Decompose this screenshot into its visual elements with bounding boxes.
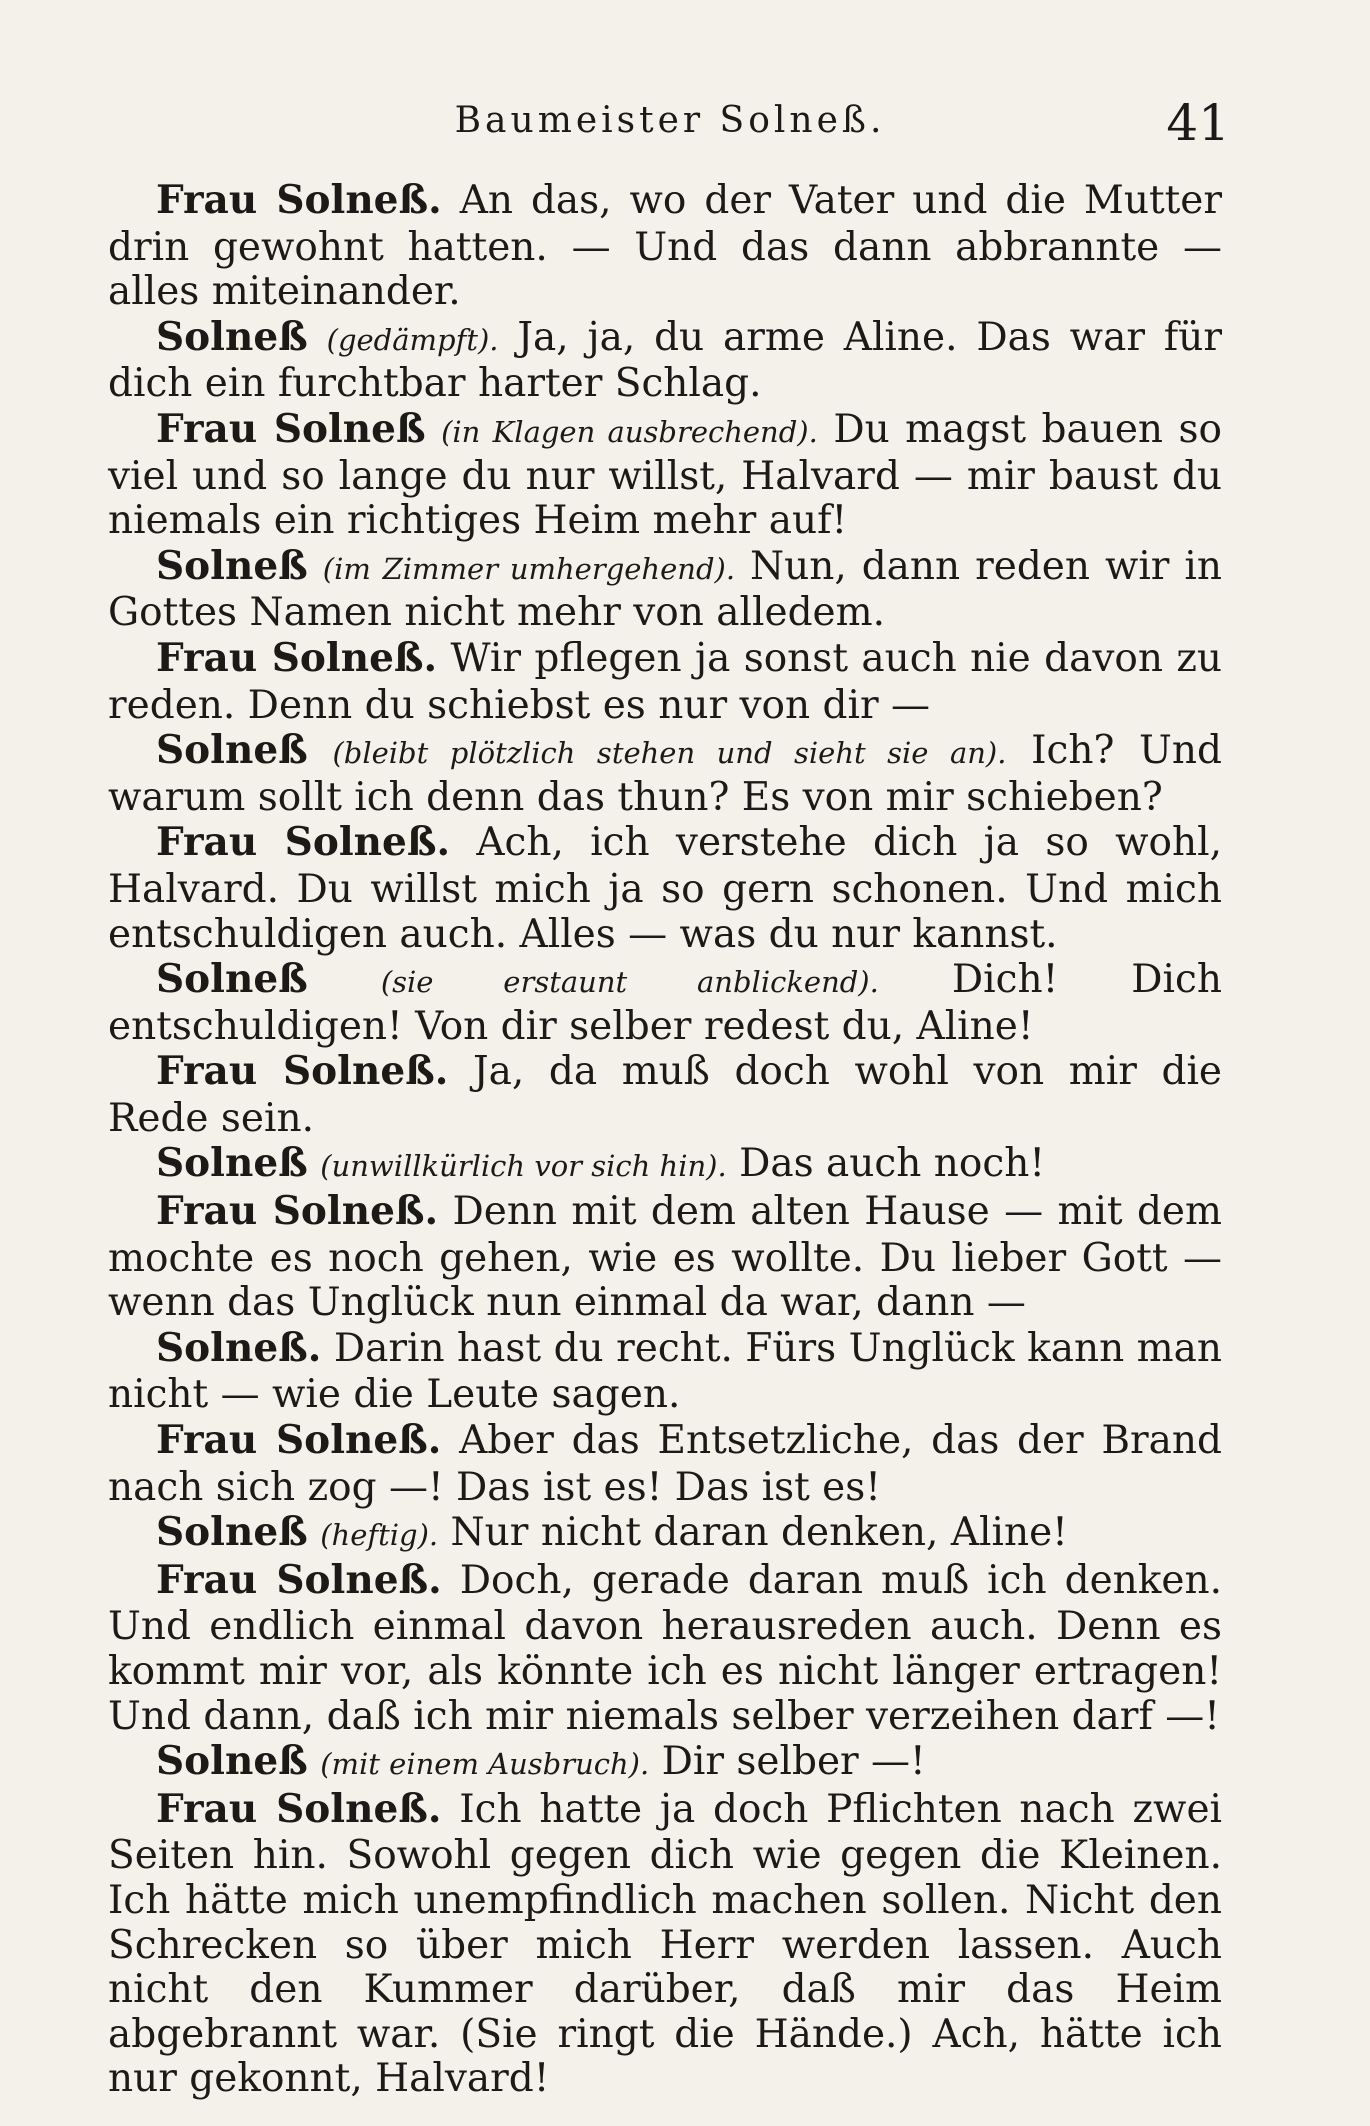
speech-text: Aber das Entsetzliche, das der Brand nach sich zog —! Das ist es! Das ist es! (108, 1418, 1222, 1510)
speech (108, 544, 1222, 636)
speech (108, 1418, 1222, 1510)
stage-direction: (in Klagen ausbrechend). (441, 414, 818, 449)
speech (108, 1141, 1222, 1189)
speaker-name: Frau Solneß. (156, 1785, 442, 1832)
speech (108, 178, 1222, 315)
speaker-name: Frau Solneß. (156, 634, 438, 681)
page-body (108, 178, 1222, 2102)
speech (108, 1189, 1222, 1326)
speech-text: Denn mit dem alten Hause — mit dem mochte es noch gehen, wie es wollte. Du lieber Gott — wenn das Unglück nun einmal da war, dann — (108, 1189, 1222, 1326)
speaker-name: Solneß (156, 1140, 308, 1187)
stage-direction: (im Zimmer umhergehend). (322, 551, 736, 586)
speech-text: Dir selber —! (661, 1739, 926, 1785)
speaker-name: Frau Solneß (156, 405, 426, 452)
speech-text: Du magst bauen so viel und so lange du nur willst, Halvard — mir baust du niemals ein richtiges Heim mehr auf! (108, 406, 1222, 544)
speaker-name: Solneß (156, 542, 308, 589)
speaker-name: Solneß (156, 313, 308, 360)
speaker-name: Solneß (156, 727, 308, 774)
speech (108, 636, 1222, 728)
speech-text: Ja, ja, du arme Aline. Das war für dich ein furchtbar harter Schlag. (108, 314, 1222, 407)
stage-direction: (sie erstaunt anblickend). (380, 965, 879, 1000)
speaker-name: Frau Solneß. (156, 819, 451, 866)
speech-text: Ach, ich verstehe dich ja so wohl, Halvard. Du willst mich ja so gern schonen. Und mich entschuldigen auch. Alles — was du nur kannst. (108, 820, 1222, 957)
speech (108, 1787, 1222, 2102)
speech-text: Doch, gerade daran muß ich denken. Und endlich einmal davon herausreden auch. Denn es kommt mir vor, als könnte ich es nicht länger ertragen! Und dann, daß ich mir niemals selber verzeihen darf —! (108, 1557, 1223, 1739)
speech (108, 407, 1222, 544)
speech-text: Darin hast du recht. Fürs Unglück kann man nicht — wie die Leute sagen. (108, 1325, 1222, 1418)
stage-direction: (mit einem Ausbruch). (320, 1747, 650, 1782)
speech (108, 1558, 1222, 1739)
speaker-name: Solneß (156, 956, 308, 1003)
stage-direction: (unwillkürlich vor sich hin). (320, 1149, 727, 1184)
speech-text: An das, wo der Vater und die Mutter drin gewohnt hatten. — Und das dann abbrannte — alles miteinander. (108, 178, 1223, 315)
stage-direction: (gedämpft). (326, 322, 499, 357)
speaker-name: Solneß (156, 1738, 308, 1785)
speech-text: Wir pflegen ja sonst auch nie davon zu reden. Denn du schiebst es nur von dir — (108, 635, 1222, 728)
running-title: Baumeister Solneß. (454, 100, 886, 141)
speech-text: Ich? Und warum sollt ich denn das thun? Es von mir schieben? (108, 728, 1223, 820)
speaker-name: Frau Solneß. (156, 1188, 439, 1235)
speaker-name: Solneß. (156, 1324, 322, 1371)
page-number: 41 (1166, 94, 1230, 152)
speaker-name: Frau Solneß. (156, 177, 442, 223)
speech (108, 315, 1222, 407)
speech-text: Nun, dann reden wir in Gottes Namen nicht mehr von alledem. (108, 543, 1222, 636)
speech (108, 820, 1222, 957)
page-header (110, 94, 1230, 160)
speaker-name: Solneß (156, 1509, 308, 1556)
speech (108, 1510, 1222, 1558)
stage-direction: (heftig). (320, 1518, 439, 1553)
speech-text: Dich! Dich entschuldigen! Von dir selber redest du, Aline! (108, 957, 1222, 1049)
speaker-name: Frau Solneß. (156, 1417, 442, 1464)
speech-text: Ich hatte ja doch Pflichten nach zwei Seiten hin. Sowohl gegen dich wie gegen die Kleinen. Ich hätte mich unempfindlich machen sollen. Nicht den Schrecken so über mich Herr werden lassen. Auch nicht den Kummer darüber, daß mir das Heim abgebrannt war. (Sie ringt die Hände.) Ach, hätte ich nur gekonnt, Halvard! (108, 1786, 1222, 2102)
speaker-name: Frau Solneß. (156, 1048, 449, 1095)
speaker-name: Frau Solneß. (156, 1556, 442, 1603)
speech (108, 1739, 1222, 1787)
speech (108, 728, 1222, 820)
speech (108, 957, 1222, 1049)
speech-text: Nur nicht daran denken, Aline! (450, 1510, 1068, 1556)
speech-text: Ja, da muß doch wohl von mir die Rede sein. (108, 1049, 1222, 1141)
speech (108, 1326, 1222, 1418)
speech-text: Das auch noch! (739, 1141, 1045, 1187)
stage-direction: (bleibt plötzlich stehen und sieht sie an). (332, 736, 1007, 771)
speech (108, 1049, 1222, 1141)
